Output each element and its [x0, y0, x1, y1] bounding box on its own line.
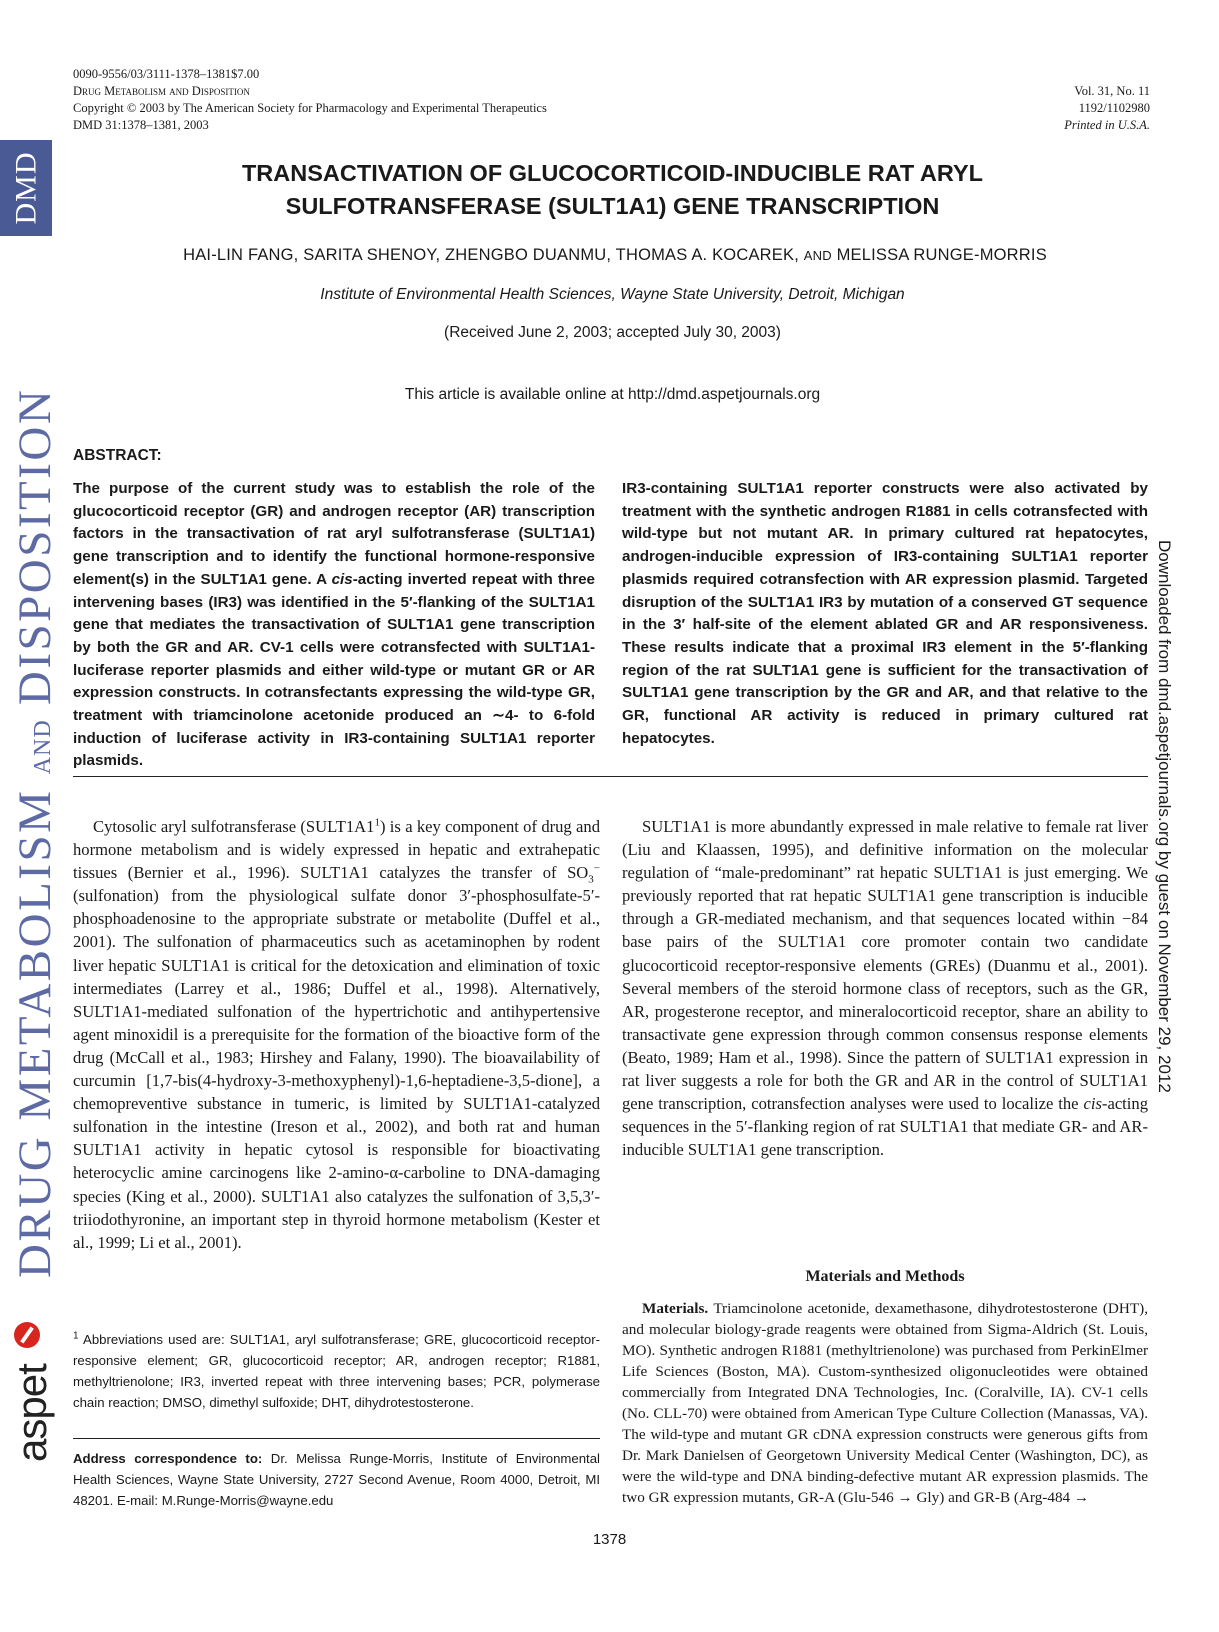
- methods-heading: Materials and Methods: [805, 1268, 965, 1285]
- footnote-abbreviations: [73, 1329, 600, 1413]
- abstract-left-b: -acting inverted repeat with three intervening bases (IR3) was identified in the 5′-flanking of the SULT1A1 gene that mediates the transactivation of SULT1A1 gene transcription by both the GR and AR. CV-1 cells were cotransfected with SULT1A1-luciferase reporter plasmids and either wild-type or mutant GR or AR expression constructs. In cotransfectants expressing the wild-type GR, treatment with triamcinolone acetonide produced an ∼4- to 6-fold induction of luciferase activity in IR3-containing SULT1A1 reporter plasmids.: [73, 570, 595, 770]
- journal-title-part1: DRUG METABOLISM: [9, 774, 61, 1278]
- so3-charge: −: [593, 862, 600, 875]
- issn-line: 0090-9556/03/3111-1378–1381$7.00: [73, 67, 260, 81]
- page-number: 1378: [592, 1531, 627, 1548]
- footnote-divider: [73, 1438, 600, 1439]
- abstract-right-column: IR3-containing SULT1A1 reporter constructs were also activated by treatment with the synthetic androgen R1881 in cells cotransfected with wild-type but not mutant AR. In primary cultured rat hepatocytes, androgen-inducible expression of IR3-containing SULT1A1 reporter plasmids required cotransfection with AR expression plasmid. Targeted disruption of the SULT1A1 IR3 by mutation of a conserved GT sequence in the 3′ half-site of the element ablated GR and AR responsiveness. These results indicate that a proximal IR3 element in the 5′-flanking region of the rat SULT1A1 gene is sufficient for the transactivation of SULT1A1 gene transcription by the GR and AR, and that relative to the GR, functional AR activity is reduced in primary cultured rat hepatocytes.: [622, 480, 1148, 747]
- dmd-reference: DMD 31:1378–1381, 2003: [73, 118, 209, 132]
- footnote-text: Abbreviations used are: SULT1A1, aryl sulfotransferase; GRE, glucocorticoid receptor-responsive element; GR, glucocorticoid receptor; AR, androgen receptor; R1881, methyltrienolone; IR3, inverted repeat with three intervening bases; PCR, polymerase chain reaction; DMSO, dimethyl sulfoxide; DHT, dihydrotestosterone.: [73, 1332, 600, 1410]
- authors-and: AND: [803, 248, 832, 263]
- abstract-left-a: The purpose of the current study was to establish the role of the glucocorticoid receptor (GR) and androgen receptor (AR) transcription factors in the transactivation of rat aryl sulfotransferase (SULT1A1) gene transcription and to identify the functional hormone-responsive element(s) in the SULT1A1 gene. A: [73, 480, 595, 588]
- printed-line: Printed in U.S.A.: [1064, 118, 1150, 132]
- materials-text: Triamcinolone acetonide, dexamethasone, dihydrotestosterone (DHT), and molecular biology-grade reagents were obtained from Sigma-Aldrich (St. Louis, MO). Synthetic androgen R1881 (methyltrienolone) was purchased from PerkinElmer Life Sciences (Boston, MA). Custom-synthesized oligonucleotides were obtained commercially from Integrated DNA Technologies, Inc. (Coralville, IA). CV-1 cells (No. CLL-70) were obtained from American Type Culture Collection (Manassas, VA). The wild-type and mutant GR cDNA expression constructs were generous gifts from Dr. Mark Danielsen of Georgetown University Medical Center (Washington, DC), as were the wild-type and DNA binding-defective mutant AR expression plasmids. The two GR expression mutants, GR-A (Glu-546 → Gly) and GR-B (Arg-484 →: [622, 1300, 1148, 1506]
- abstract-left-cis: cis: [331, 570, 353, 588]
- footnote-correspondence: [73, 1448, 600, 1511]
- body-left-column: [73, 815, 600, 1254]
- footnote-ref-1: 1: [374, 816, 380, 829]
- volume-line: Vol. 31, No. 11: [1074, 84, 1150, 98]
- aspet-logo: [4, 1322, 55, 1462]
- methods-materials: [622, 1298, 1148, 1508]
- download-note: Downloaded from dmd.aspetjournals.org by guest on November 29, 2012: [1155, 540, 1174, 1093]
- header-left: [73, 66, 547, 134]
- body-right-column: [622, 815, 1148, 1161]
- header-right: [1064, 83, 1150, 134]
- journal-title-part2: DISPOSITION: [9, 387, 61, 720]
- affiliation: Institute of Environmental Health Sciences, Wayne State University, Detroit, Michigan: [320, 286, 905, 303]
- copyright-line: Copyright © 2003 by The American Society for Pharmacology and Experimental Therapeutics: [73, 101, 547, 115]
- authors-last: MELISSA RUNGE-MORRIS: [831, 246, 1047, 264]
- received-dates: (Received June 2, 2003; accepted July 30, 2003): [444, 324, 781, 341]
- dmd-badge: [0, 140, 52, 236]
- intro2-text-a: SULT1A1 is more abundantly expressed in male relative to female rat liver (Liu and Klaassen, 1995), and definitive information on the molecular regulation of “male-predominant” rat hepatic SULT1A1 is just emerging. We previously reported that rat hepatic SULT1A1 gene transcription is inducible through a GR-mediated mechanism, and that sequences located within −84 base pairs of the SULT1A1 core promoter contain two candidate glucocorticoid receptor-responsive elements (GREs) (Duanmu et al., 2001). Several members of the steroid hormone class of receptors, such as the GR, AR, progesterone receptor, and mineralocorticoid receptor, share an ability to transactivate gene expression through common consensus response elements (Beato, 1989; Ham et al., 1998). Since the pattern of SULT1A1 expression in rat liver suggests a role for both the GR and AR in the control of SULT1A1 gene transcription, cotransfection analyses were used to localize the: [622, 817, 1148, 1114]
- intro-paragraph-2: [622, 815, 1148, 1161]
- materials-paragraph: [622, 1298, 1148, 1508]
- materials-label: Materials.: [642, 1300, 709, 1317]
- intro2-cis: cis: [1083, 1094, 1102, 1114]
- correspondence-label: Address correspondence to:: [73, 1451, 263, 1466]
- footnote-number: 1: [73, 1330, 79, 1342]
- correspondence-text: Dr. Melissa Runge-Morris, Institute of Environmental Health Sciences, Wayne State University, 2727 Second Avenue, Room 4000, Detroit, MI 48201. E-mail: M.Runge-Morris@wayne.edu: [73, 1451, 600, 1508]
- dmd-badge-text: DMD: [9, 151, 43, 225]
- so3-subscript: 3: [588, 873, 594, 886]
- authors-main: HAI-LIN FANG, SARITA SHENOY, ZHENGBO DUANMU, THOMAS A. KOCAREK,: [183, 246, 804, 264]
- online-availability: This article is available online at http://dmd.aspetjournals.org: [404, 386, 821, 403]
- intro-text-a: Cytosolic aryl sulfotransferase (SULT1A1: [93, 817, 375, 836]
- intro-paragraph-1: [73, 815, 600, 1254]
- intro-text-b: ) is a key component of drug and hormone metabolism and is widely expressed in hepatic and extrahepatic tissues (Bernier et al., 1996). SULT1A1 catalyzes the transfer of SO: [73, 817, 601, 883]
- article-title: [150, 157, 1075, 223]
- article-id: 1192/1102980: [1078, 101, 1150, 115]
- abstract-divider: [73, 776, 1148, 777]
- intro2-text-b: -acting sequences in the 5′-flanking region of rat SULT1A1 that mediate GR- and AR-inducible SULT1A1 gene transcription.: [622, 1094, 1148, 1160]
- aspet-logo-text: aspet: [8, 1364, 55, 1462]
- title-line-1: TRANSACTIVATION OF GLUCOCORTICOID-INDUCIBLE RAT ARYL: [241, 160, 984, 186]
- journal-name: Drug Metabolism and Disposition: [73, 84, 250, 98]
- abstract-heading: ABSTRACT:: [73, 447, 162, 464]
- journal-title-and: AND: [30, 719, 56, 775]
- authors: [90, 246, 1140, 265]
- intro-text-c: (sulfonation) from the physiological sulfate donor 3′-phosphosulfate-5′-phosphoadenosine to the appropriate substrate or metabolite (Duffel et al., 2001). The sulfonation of pharmaceutics such as acetaminophen by rodent liver hepatic SULT1A1 is critical for the detoxication and elimination of toxic intermediates (Larrey et al., 1986; Duffel et al., 1998). Alternatively, SULT1A1-mediated sulfonation of the hypertrichotic and antihypertensive agent minoxidil is a prerequisite for the formation of the bioactive form of the drug (McCall et al., 1983; Hirshey and Falany, 1990). The bioavailability of curcumin [1,7-bis(4-hydroxy-3-methoxyphenyl)-1,6-heptadiene-3,5-dione], a chemopreventive substance in tumeric, is limited by SULT1A1-catalyzed sulfonation in the intestine (Ireson et al., 2002), and both rat and human SULT1A1 activity in hepatic cytosol is responsible for bioactivating heterocyclic amine carcinogens like 2-amino-α-carboline to DNA-damaging species (King et al., 2000). SULT1A1 also catalyzes the sulfonation of 3,5,3′-triiodothyronine, an important step in thyroid hormone metabolism (Kester et al., 1999; Li et al., 2001).: [73, 886, 600, 1252]
- title-line-2: SULFOTRANSFERASE (SULT1A1) GENE TRANSCRIPTION: [285, 193, 940, 219]
- abstract-left-column: [73, 478, 595, 773]
